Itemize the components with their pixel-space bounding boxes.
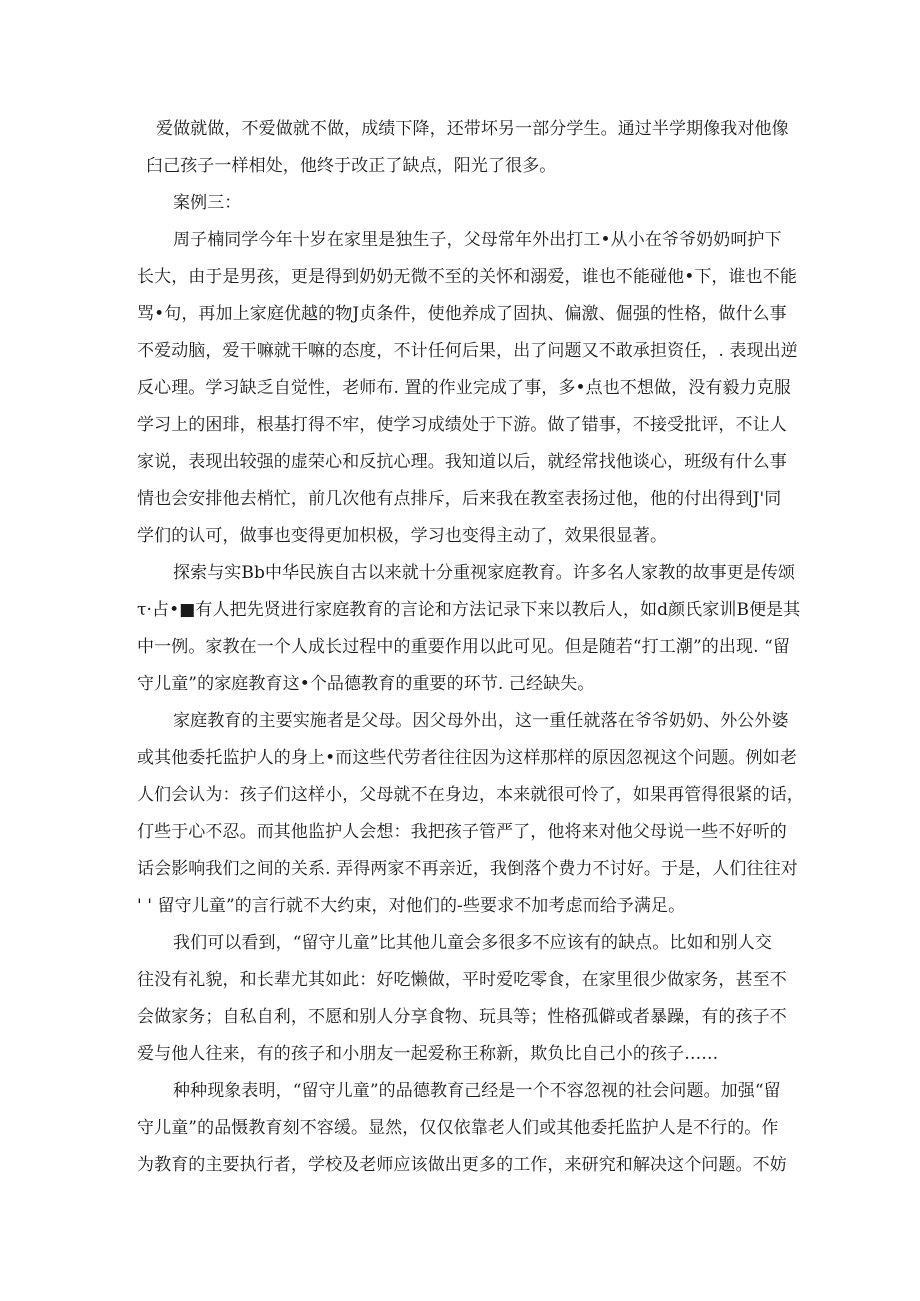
- text-line: 我们可以看到，“留守儿童”比其他儿童会多很多不应该有的缺点。比如和别人交: [173, 933, 772, 953]
- text-line: 种种现象表明，“留守儿童”的品德教育己经是一个不容忽视的社会问题。加强“留: [173, 1081, 781, 1101]
- text-line: 仃些于心不忍。而其他监护人会想：我把孩子管严了，他将来对他父母说一些不好听的: [137, 822, 787, 842]
- text-line: 爱与他人往来，有的孩子和小朋友一起爱称王称新，欺负比自己小的孩子……: [137, 1044, 719, 1064]
- text-line: ' ' 留守儿童”的言行就不大约束，对他们的-些要求不加考虑而给予满足。: [137, 896, 686, 916]
- text-line: 不爱动脑，爱干嘛就干嘛的态度，不计任何后果，出了问题又不敢承担资任，. 表现出逆: [137, 341, 798, 361]
- text-line: 骂•句，再加上家庭优越的物J贞条件，使他养成了固执、偏激、倔强的性格，做什么事: [137, 304, 787, 324]
- text-line: 反心理。学习缺乏自觉性，老师布. 置的作业完成了事，多•点也不想做，没有毅力克服: [137, 378, 791, 398]
- text-line: 家庭教育的主要实施者是父母。因父母外出，这一重任就落在爷爷奶奶、外公外婆: [173, 711, 789, 731]
- text-line: 为教育的主要执行者，学校及老师应该做出更多的工作，来研究和解决这个问题。不妨: [137, 1155, 787, 1175]
- text-line: 守儿童”的家庭教育这•个品德教育的重要的环节. 己经缺失。: [137, 674, 595, 694]
- text-line: 学们的认可，做事也变得更加枳极，学习也变得主动了，效果很显著。: [137, 526, 668, 546]
- text-line: 探索与实Bb中华民族自古以来就十分重视家庭教育。许多名人家教的故事更是传颂: [173, 563, 796, 583]
- text-line: 话会影响我们之间的关系. 弄得两家不再亲近，我倒落个费力不讨好。于是，人们往往对: [137, 859, 798, 879]
- text-line: 家说，表现出较强的虚荣心和反抗心理。我知道以后，就经常找他谈心，班级有什么事: [137, 452, 787, 472]
- text-line: 学习上的困琲，根基打得不牢，使学习成绩处于下游。做了错事，不接受批评，不让人: [137, 415, 787, 435]
- text-line: τ·占•■有人把先贤进行家庭教育的言论和方法记录下来以教后人，如d颜氏家训B便是其: [137, 600, 801, 620]
- text-line: 爱做就做，不爱做就不做，成绩下降，还带坏另一部分学生。通过半学期像我对他像: [156, 119, 789, 139]
- text-line: 臼己孩子一样相处，他终于改正了缺点，阳光了很多。: [146, 156, 557, 176]
- text-line: 周子楠同学今年十岁在家里是独生子，父母常年外出打工•从小在爷爷奶奶呵护下: [173, 230, 782, 250]
- text-line: 人们会认为：孩子们这样小，父母就不在身边，本来就很可怜了，如果再管得很紧的话，: [137, 785, 804, 805]
- section-heading: 案例三：: [173, 193, 242, 213]
- text-line: 长大，由于是男孩，更是得到奶奶无微不至的关怀和溺爱，谁也不能碰他•下，谁也不能: [137, 267, 797, 287]
- text-line: 守儿童”的品慑教育刻不容缓。显然，仅仅依靠老人们或其他委托监护人是不行的。作: [137, 1118, 779, 1138]
- text-line: 中一例。家教在一个人成长过程中的重要作用以此可见。但是随若“打工潮”的出现. “留: [137, 637, 790, 657]
- text-line: 或其他委托监护人的身上•而这些代劳者往往因为这样那样的原因忽视这个问题。例如老: [137, 748, 797, 768]
- text-line: 情也会安排他去梢忙，前几次他有点排斥，后来我在教室表扬过他，他的付出得到J'同: [137, 489, 782, 509]
- text-line: 往没有礼貌，和长辈尤其如此：好吃懒做，平时爱吃零食，在家里很少做家务，甚至不: [137, 970, 787, 990]
- text-line: 会做家务；自私自利，不愿和别人分享食物、玩具等；性格孤僻或者暴躁，有的孩子不: [137, 1007, 787, 1027]
